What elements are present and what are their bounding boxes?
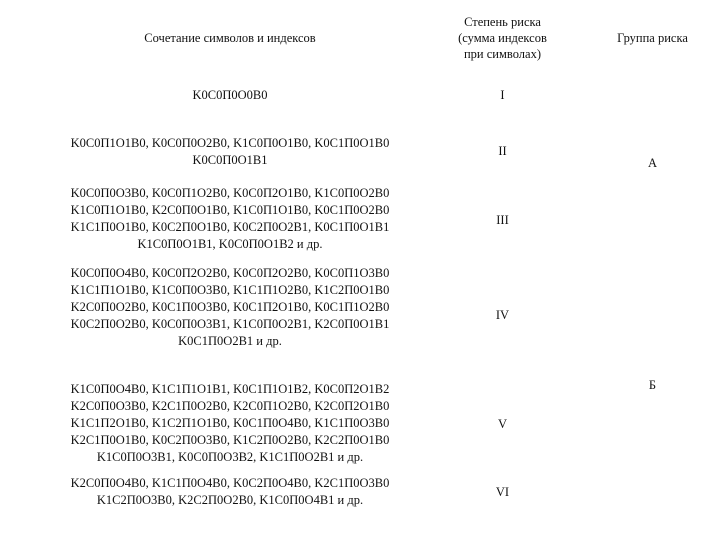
row-degree-6: VI (495, 485, 510, 499)
combo-line: K1C1П2O1B0, K1C2П1O1B0, K0C1П0O4B0, K1C1П0O3B0 (70, 416, 390, 430)
row-combos-5 (20, 381, 440, 466)
row-degree-4: IV (495, 308, 510, 322)
combo-line: K0C2П0O2B0, K0C0П0O3B1, K1C0П0O2B1, K2C0П0O1B1 (70, 317, 390, 331)
combo-line: K0C0П0O1B1 (192, 153, 268, 167)
row-combos-1 (20, 87, 440, 104)
risk-group-b: Б (648, 378, 657, 392)
header-group: Группа риска (617, 31, 688, 45)
combo-line: K1C0П0O3B1, K0C0П0O3B2, K1C1П0O2B1 и др. (96, 450, 364, 464)
combo-line: K0C0П0O0B0 (192, 88, 268, 102)
combo-line: K1C0П1O1B0, K2C0П0O1B0, K1C0П1O1B0, K0C1П0O2B0 (70, 203, 390, 217)
combo-line: K1C1П0O1B0, K0C2П0O1B0, K0C2П0O2B1, K0C1П0O1B1 (70, 220, 390, 234)
header-combination: Сочетание символов и индексов (144, 31, 316, 45)
combo-line: K2C0П0O3B0, K2C1П0O2B0, K2C0П1O2B0, K2C0П2O1B0 (70, 399, 390, 413)
combo-line: K0C0П0O3B0, K0C0П1O2B0, K0C0П2O1B0, K1C0П0O2B0 (70, 186, 390, 200)
row-degree-1: I (500, 88, 505, 102)
risk-group-a: А (647, 156, 658, 170)
combo-line: K1C0П0O4B0, K1C1П1O1B1, K0C1П1O1B2, K0C0П2O1B2 (70, 382, 390, 396)
combo-line: K2C0П0O2B0, K0C1П0O3B0, K0C1П2O1B0, K0C1П1O2B0 (70, 300, 390, 314)
combo-line: K2C0П0O4B0, K1C1П0O4B0, K0C2П0O4B0, K2C1П0O3B0 (70, 476, 390, 490)
row-degree-3: III (496, 213, 509, 227)
combo-line: K1C2П0O3B0, K2C2П0O2B0, K1C0П0O4B1 и др. (96, 493, 364, 507)
header-degree-line: Степень риска (464, 15, 541, 29)
row-degree-5: V (497, 417, 508, 431)
row-degree-2: II (498, 144, 507, 158)
row-combos-2 (20, 135, 440, 169)
header-degree (440, 14, 565, 62)
combo-line: K0C0П0O4B0, K0C0П2O2B0, K0C0П2O2B0, K0C0П1O3B0 (70, 266, 390, 280)
combo-line: K0C0П1O1B0, K0C0П0O2B0, K1C0П0O1B0, K0C1П0O1B0 (70, 136, 390, 150)
combo-line: K1C1П1O1B0, K1C0П0O3B0, K1C1П1O2B0, K1C2П0O1B0 (70, 283, 390, 297)
combo-line: K2C1П0O1B0, K0C2П0O3B0, K1C2П0O2B0, K2C2П0O1B0 (70, 433, 390, 447)
row-combos-4 (20, 265, 440, 350)
header-degree-line: при символах) (463, 47, 541, 61)
combo-line: K1C0П0O1B1, K0C0П0O1B2 и др. (137, 237, 323, 251)
row-combos-3 (20, 185, 440, 253)
row-combos-6 (20, 475, 440, 509)
header-degree-line: (сумма индексов (458, 31, 547, 45)
combo-line: K0C1П0O2B1 и др. (178, 334, 282, 348)
